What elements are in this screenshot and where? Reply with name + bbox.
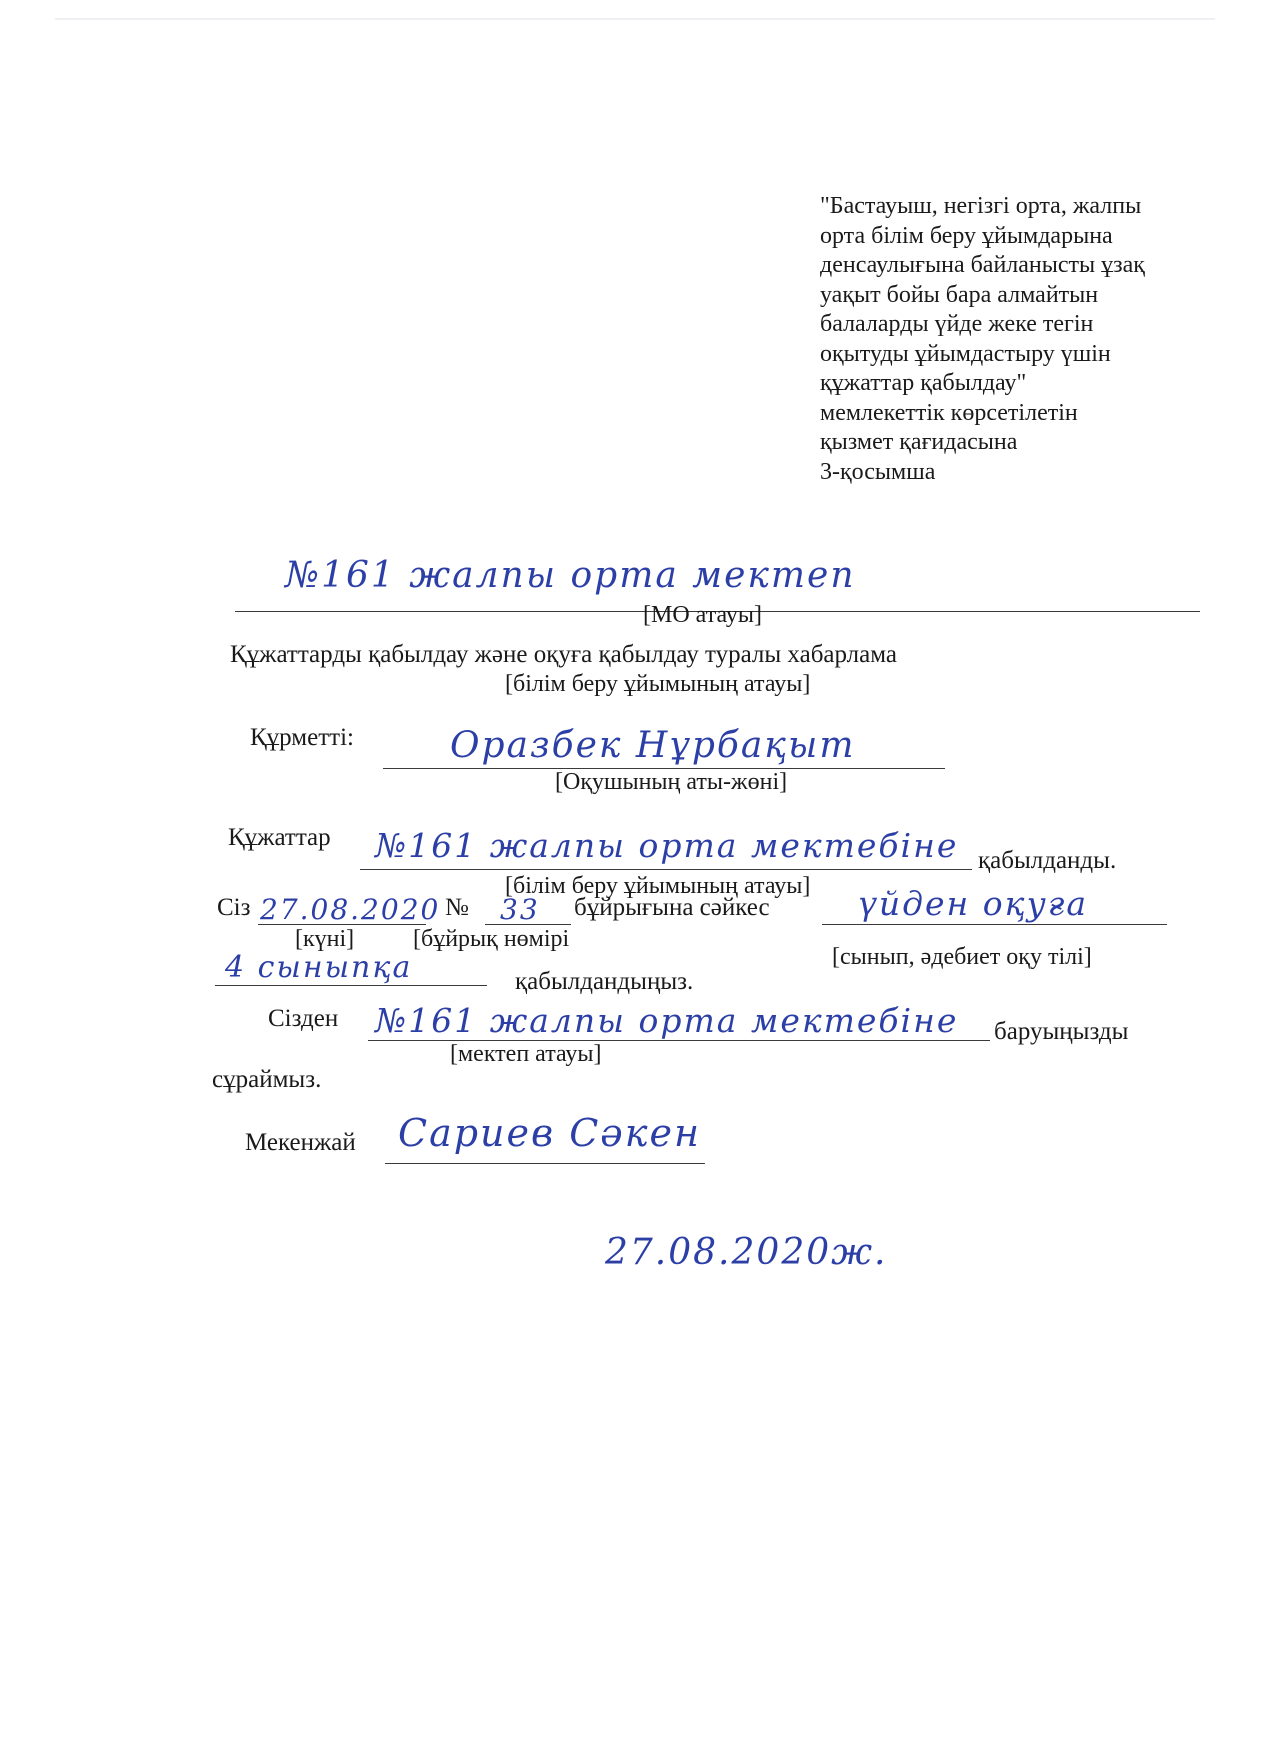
greeting-label: Құрметті: [250,724,354,751]
school-handwritten-value: №161 жалпы орта мектебіне [375,1001,959,1040]
address-underline [385,1163,705,1164]
accepted-text: қабылдандыңыз. [515,968,694,995]
scan-edge [55,18,1215,20]
from-you-label: Сізден [268,1005,339,1032]
study-underline [822,924,1167,925]
number-sign: № [445,894,469,921]
docs-handwritten-value: №161 жалпы орта мектебіне [375,826,959,865]
class-hint: [сынып, әдебиет оқу тілі] [832,944,1092,970]
siz-label: Сіз [217,894,251,921]
student-hint: [Оқушының аты-жөні] [555,769,788,795]
header-line: денсаулығына байланысты ұзақ [820,252,1145,278]
header-line: мемлекеттік көрсетілетін [820,399,1078,426]
docs-hint: [білім беру ұйымының атауы] [505,873,811,899]
header-line: орта білім беру ұйымдарына [820,222,1113,249]
visit-text: баруыңызды [994,1018,1129,1045]
study-form-handwritten: үйден оқуға [858,884,1089,923]
docs-suffix: қабылданды. [978,847,1117,874]
header-line: уақыт бойы бара алмайтын [820,281,1099,308]
student-handwritten-value: Оразбек Нұрбақыт [450,725,856,766]
mo-hint: [МО атауы] [643,602,763,628]
date-hint: [күні] [295,926,355,952]
header-line: оқытуды ұйымдастыру үшін [820,340,1111,367]
address-label: Мекенжай [245,1129,356,1156]
header-line: қызмет қағидасына [820,429,1018,455]
school-hint: [мектеп атауы] [450,1041,602,1067]
order-number-hint: [бұйрық нөмірі [413,926,570,952]
docs-label: Құжаттар [228,824,331,851]
order-date-handwritten: 27.08.2020 [260,893,441,926]
header-line: балаларды үйде жеке тегін [820,311,1094,337]
class-handwritten-value: 4 сыныпқа [225,950,413,985]
mo-handwritten-value: №161 жалпы орта мектеп [285,555,856,596]
order-number-handwritten: 33 [500,893,540,926]
order-text: бұйрығына сәйкес [574,894,770,921]
address-handwritten-value: Сариев Сәкен [398,1111,701,1155]
header-line: 3-қосымша [820,458,936,485]
appendix-header-note [820,192,1240,487]
org-hint: [білім беру ұйымының атауы] [505,671,811,697]
request-text: сұраймыз. [212,1066,322,1093]
document-title: Құжаттарды қабылдау және оқуға қабылдау туралы хабарлама [230,641,897,668]
header-line: "Бастауыш, негізгі орта, жалпы [820,193,1142,219]
docs-underline [360,869,972,870]
final-date-handwritten: 27.08.2020ж. [605,1232,888,1273]
header-line: құжаттар қабылдау" [820,370,1027,396]
